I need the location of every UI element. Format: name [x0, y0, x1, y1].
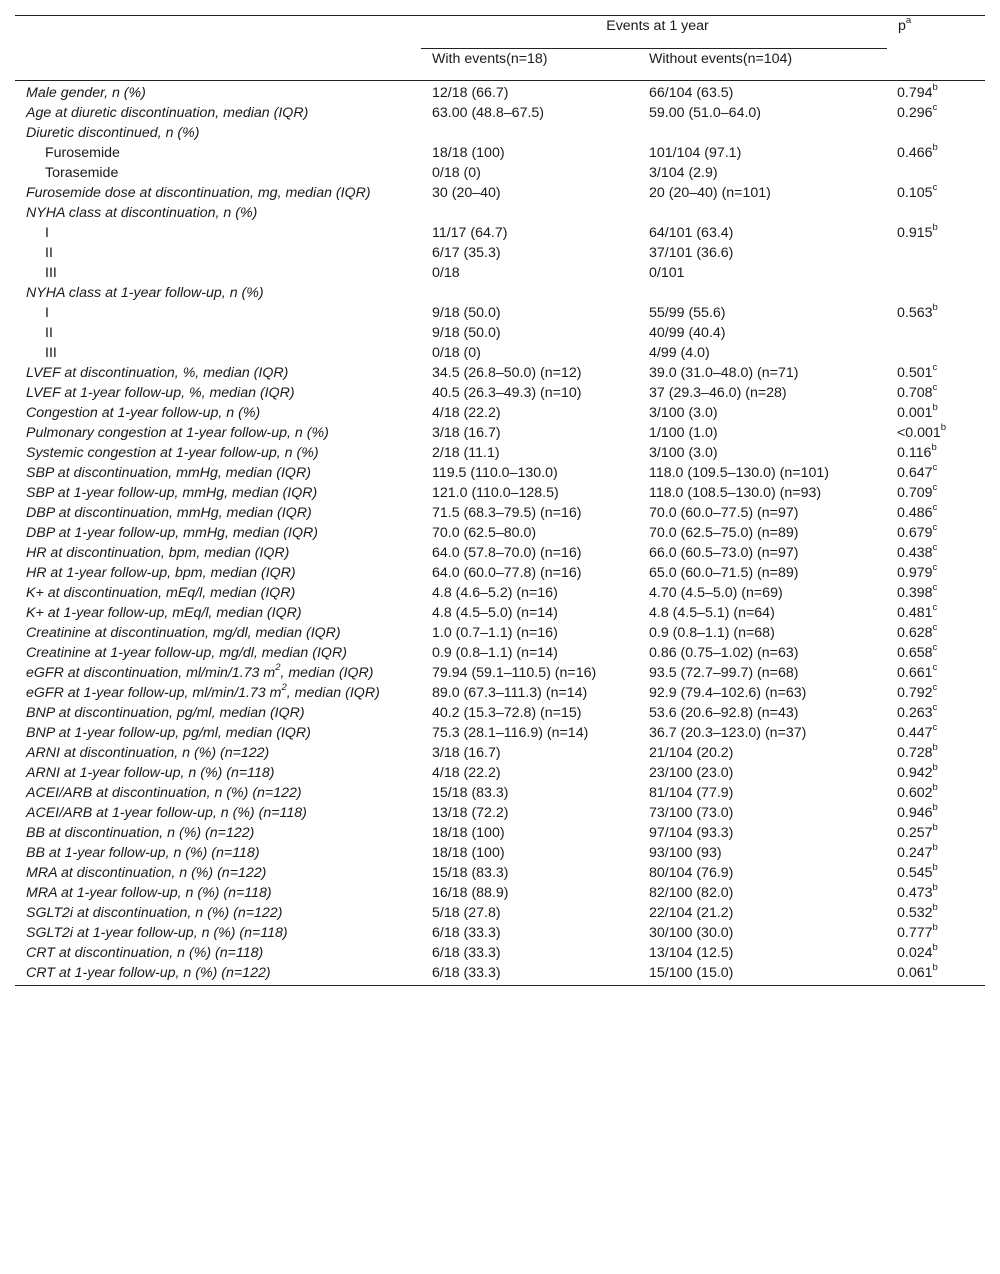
with-events-cell: 6/18 (33.3) — [432, 925, 501, 941]
row-label: ACEI/ARB at discontinuation, n (%) (n=122) — [26, 785, 302, 801]
without-events-cell: 97/104 (93.3) — [649, 825, 734, 841]
p-value-cell: 0.247$^b$ — [897, 842, 938, 861]
table-row — [15, 743, 985, 763]
row-label: Age at diuretic discontinuation, median (IQR) — [26, 105, 309, 121]
without-events-header: Without events(n=104) — [649, 51, 793, 67]
without-events-cell: 4.70 (4.5–5.0) (n=69) — [649, 585, 783, 601]
with-events-cell: 3/18 (16.7) — [432, 745, 501, 761]
without-events-cell: 82/100 (82.0) — [649, 885, 734, 901]
row-label: eGFR at discontinuation, ml/min/1.73 $m^2$, median (IQR) — [26, 662, 374, 681]
p-value-cell — [887, 243, 985, 263]
p-value-cell: 0.466$^b$ — [897, 142, 938, 161]
table-row — [15, 943, 985, 963]
with-events-cell: 1.0 (0.7–1.1) (n=16) — [432, 625, 558, 641]
p-value-cell: 0.708$^c$ — [897, 382, 938, 401]
row-label: Creatinine at discontinuation, mg/dl, median (IQR) — [26, 625, 341, 641]
table-row — [15, 123, 985, 143]
table-row — [15, 683, 985, 703]
with-events-cell: 121.0 (110.0–128.5) — [432, 485, 559, 501]
without-events-cell: 93/100 (93) — [649, 845, 722, 861]
p-value-cell: 0.545$^b$ — [897, 862, 938, 881]
without-events-cell: 66/104 (63.5) — [649, 85, 734, 101]
with-events-cell: 0/18 — [432, 265, 460, 281]
row-label: CRT at 1-year follow-up, n (%) (n=122) — [26, 965, 271, 981]
with-events-cell: 30 (20–40) — [432, 185, 501, 201]
with-events-cell: 18/18 (100) — [432, 825, 505, 841]
without-events-cell: 40/99 (40.4) — [649, 325, 726, 341]
p-value-cell: 0.438$^c$ — [897, 542, 938, 561]
table-row — [15, 423, 985, 443]
p-value-cell — [887, 323, 985, 343]
with-events-cell — [421, 203, 638, 223]
row-label: Furosemide — [45, 145, 120, 161]
with-events-cell: 4/18 (22.2) — [432, 405, 501, 421]
p-value-cell: 0.447$^c$ — [897, 722, 938, 741]
p-value-cell: 0.296$^c$ — [897, 102, 938, 121]
table-row — [15, 343, 985, 363]
p-value-cell: 0.647$^c$ — [897, 462, 938, 481]
without-events-cell — [638, 283, 887, 303]
without-events-cell: 65.0 (60.0–71.5) (n=89) — [649, 565, 799, 581]
with-events-cell: 63.00 (48.8–67.5) — [432, 105, 545, 121]
with-events-cell: 3/18 (16.7) — [432, 425, 501, 441]
table-row — [15, 363, 985, 383]
with-events-cell: 2/18 (11.1) — [432, 445, 500, 461]
row-label: Creatinine at 1-year follow-up, mg/dl, median (IQR) — [26, 645, 347, 661]
table-row — [15, 563, 985, 583]
table-row — [15, 383, 985, 403]
with-events-cell: 79.94 (59.1–110.5) (n=16) — [432, 665, 597, 681]
table-row — [15, 303, 985, 323]
p-value-cell: 0.628$^c$ — [897, 622, 938, 641]
p-value-cell: 0.024$^b$ — [897, 942, 938, 961]
with-events-cell: 5/18 (27.8) — [432, 905, 501, 921]
table-row — [15, 963, 985, 983]
table-row — [15, 923, 985, 943]
row-label: ARNI at discontinuation, n (%) (n=122) — [26, 745, 270, 761]
row-label: NYHA class at 1-year follow-up, n (%) — [26, 285, 264, 301]
with-events-cell: 11/17 (64.7) — [432, 225, 508, 241]
table-row — [15, 523, 985, 543]
table-row — [15, 143, 985, 163]
table-row — [15, 403, 985, 423]
p-value-cell: 0.001$^b$ — [897, 402, 938, 421]
without-events-cell: 30/100 (30.0) — [649, 925, 734, 941]
with-events-cell: 89.0 (67.3–111.3) (n=14) — [432, 685, 588, 701]
with-events-header: With events(n=18) — [432, 51, 548, 67]
table-row — [15, 583, 985, 603]
table-row — [15, 803, 985, 823]
with-events-cell: 119.5 (110.0–130.0) — [432, 465, 558, 481]
table-row — [15, 723, 985, 743]
row-label: HR at 1-year follow-up, bpm, median (IQR) — [26, 565, 296, 581]
p-value-cell: 0.658$^c$ — [897, 642, 938, 661]
table-row — [15, 223, 985, 243]
results-table — [15, 15, 985, 986]
with-events-cell: 4.8 (4.6–5.2) (n=16) — [432, 585, 558, 601]
p-value-cell: 0.061$^b$ — [897, 962, 938, 981]
without-events-cell — [638, 123, 887, 143]
table-row — [15, 623, 985, 643]
row-label: eGFR at 1-year follow-up, ml/min/1.73 $m^2$, median (IQR) — [26, 682, 380, 701]
row-label: MRA at 1-year follow-up, n (%) (n=118) — [26, 885, 272, 901]
p-value-cell: 0.105$^c$ — [897, 182, 938, 201]
p-value-cell: 0.661$^c$ — [897, 662, 938, 681]
header-empty-cell — [15, 49, 421, 81]
with-events-cell: 75.3 (28.1–116.9) (n=14) — [432, 725, 589, 741]
without-events-cell: 70.0 (62.5–75.0) (n=89) — [649, 525, 799, 541]
table-row — [15, 783, 985, 803]
without-events-cell: 101/104 (97.1) — [649, 145, 742, 161]
with-events-cell: 6/18 (33.3) — [432, 945, 501, 961]
p-value-cell: 0.257$^b$ — [897, 822, 938, 841]
row-label: ACEI/ARB at 1-year follow-up, n (%) (n=118) — [26, 805, 307, 821]
with-events-cell: 40.5 (26.3–49.3) (n=10) — [432, 385, 582, 401]
table-row — [15, 903, 985, 923]
p-value-cell: <0.001$^b$ — [897, 422, 947, 441]
table-row — [15, 543, 985, 563]
row-label: BB at 1-year follow-up, n (%) (n=118) — [26, 845, 260, 861]
row-label: MRA at discontinuation, n (%) (n=122) — [26, 865, 267, 881]
row-label: BNP at discontinuation, pg/ml, median (IQR) — [26, 705, 305, 721]
table-row — [15, 183, 985, 203]
without-events-cell: 1/100 (1.0) — [649, 425, 718, 441]
without-events-cell — [638, 203, 887, 223]
with-events-cell: 18/18 (100) — [432, 845, 505, 861]
with-events-cell: 34.5 (26.8–50.0) (n=12) — [432, 365, 582, 381]
without-events-cell: 92.9 (79.4–102.6) (n=63) — [649, 685, 807, 701]
row-label: Diuretic discontinued, n (%) — [26, 125, 200, 141]
p-value-cell: 0.116$^b$ — [897, 442, 937, 461]
with-events-cell: 15/18 (83.3) — [432, 785, 509, 801]
p-value-cell: 0.709$^c$ — [897, 482, 938, 501]
without-events-cell: 39.0 (31.0–48.0) (n=71) — [649, 365, 799, 381]
with-events-cell — [421, 123, 638, 143]
p-value-cell: 0.398$^c$ — [897, 582, 938, 601]
table-row — [15, 243, 985, 263]
row-label: HR at discontinuation, bpm, median (IQR) — [26, 545, 290, 561]
with-events-cell: 4.8 (4.5–5.0) (n=14) — [432, 605, 558, 621]
without-events-cell: 21/104 (20.2) — [649, 745, 734, 761]
p-value-cell: 0.792$^c$ — [897, 682, 938, 701]
without-events-cell: 53.6 (20.6–92.8) (n=43) — [649, 705, 799, 721]
row-label: BB at discontinuation, n (%) (n=122) — [26, 825, 255, 841]
without-events-cell: 37/101 (36.6) — [649, 245, 734, 261]
with-events-cell: 16/18 (88.9) — [432, 885, 509, 901]
p-value-cell — [887, 203, 985, 223]
table-row — [15, 483, 985, 503]
with-events-cell: 12/18 (66.7) — [432, 85, 509, 101]
with-events-cell: 15/18 (83.3) — [432, 865, 509, 881]
row-label: II — [45, 245, 53, 261]
without-events-cell: 23/100 (23.0) — [649, 765, 734, 781]
p-value-cell — [887, 343, 985, 363]
row-label: DBP at discontinuation, mmHg, median (IQR) — [26, 505, 312, 521]
row-label: Furosemide dose at discontinuation, mg, median (IQR) — [26, 185, 371, 201]
without-events-cell: 81/104 (77.9) — [649, 785, 734, 801]
without-events-cell: 3/100 (3.0) — [649, 405, 718, 421]
without-events-cell: 64/101 (63.4) — [649, 225, 734, 241]
row-label: LVEF at discontinuation, %, median (IQR) — [26, 365, 289, 381]
table-body — [15, 81, 985, 986]
without-events-cell: 80/104 (76.9) — [649, 865, 734, 881]
p-value-cell — [887, 163, 985, 183]
p-value-cell: 0.777$^b$ — [897, 922, 938, 941]
p-value-cell: 0.563$^b$ — [897, 302, 938, 321]
with-events-cell: 71.5 (68.3–79.5) (n=16) — [432, 505, 582, 521]
table-row — [15, 83, 985, 103]
with-events-cell: 64.0 (60.0–77.8) (n=16) — [432, 565, 582, 581]
without-events-cell: 0.86 (0.75–1.02) (n=63) — [649, 645, 799, 661]
table-row — [15, 463, 985, 483]
row-label: SBP at 1-year follow-up, mmHg, median (IQR) — [26, 485, 318, 501]
p-value-cell: 0.473$^b$ — [897, 882, 938, 901]
p-value-cell: 0.602$^b$ — [897, 782, 938, 801]
without-events-cell: 55/99 (55.6) — [649, 305, 726, 321]
with-events-cell: 18/18 (100) — [432, 145, 505, 161]
row-label: SGLT2i at discontinuation, n (%) (n=122) — [26, 905, 283, 921]
header-empty-cell — [887, 49, 985, 81]
row-label: I — [45, 305, 49, 321]
p-value-cell: 0.915$^b$ — [897, 222, 938, 241]
p-value-cell: 0.979$^c$ — [897, 562, 938, 581]
table-row — [15, 703, 985, 723]
without-events-cell: 66.0 (60.5–73.0) (n=97) — [649, 545, 799, 561]
without-events-cell: 4/99 (4.0) — [649, 345, 710, 361]
p-value-cell — [887, 263, 985, 283]
with-events-cell: 6/18 (33.3) — [432, 965, 501, 981]
row-label: Systemic congestion at 1-year follow-up, n (%) — [26, 445, 319, 461]
row-label: BNP at 1-year follow-up, pg/ml, median (IQR) — [26, 725, 311, 741]
table-row — [15, 503, 985, 523]
table-row — [15, 863, 985, 883]
p-value-cell: 0.946$^b$ — [897, 802, 938, 821]
row-label: SGLT2i at 1-year follow-up, n (%) (n=118) — [26, 925, 288, 941]
p-value-cell: 0.728$^b$ — [897, 742, 938, 761]
without-events-cell: 13/104 (12.5) — [649, 945, 734, 961]
row-label: Male gender, n (%) — [26, 85, 146, 101]
table-row — [15, 643, 985, 663]
table-row — [15, 203, 985, 223]
events-group-header: Events at 1 year — [421, 16, 887, 49]
without-events-cell: 3/100 (3.0) — [649, 445, 718, 461]
without-events-cell: 36.7 (20.3–123.0) (n=37) — [649, 725, 807, 741]
without-events-cell: 15/100 (15.0) — [649, 965, 734, 981]
p-value-header: $p^a$ — [898, 15, 912, 34]
row-label: K+ at 1-year follow-up, mEq/l, median (IQR) — [26, 605, 302, 621]
row-label: Pulmonary congestion at 1-year follow-up, n (%) — [26, 425, 329, 441]
without-events-cell: 59.00 (51.0–64.0) — [649, 105, 762, 121]
with-events-cell — [421, 283, 638, 303]
without-events-cell: 70.0 (60.0–77.5) (n=97) — [649, 505, 799, 521]
p-value-cell: 0.481$^c$ — [897, 602, 938, 621]
table-row — [15, 823, 985, 843]
row-label: Torasemide — [45, 165, 119, 181]
with-events-cell: 6/17 (35.3) — [432, 245, 501, 261]
without-events-cell: 22/104 (21.2) — [649, 905, 734, 921]
row-label: LVEF at 1-year follow-up, %, median (IQR) — [26, 385, 295, 401]
row-label: III — [45, 345, 57, 361]
p-value-cell: 0.532$^b$ — [897, 902, 938, 921]
table-row — [15, 443, 985, 463]
header-row-group — [15, 16, 985, 49]
table-row — [15, 283, 985, 303]
row-label: II — [45, 325, 53, 341]
without-events-cell: 0.9 (0.8–1.1) (n=68) — [649, 625, 775, 641]
p-value-cell: 0.486$^c$ — [897, 502, 938, 521]
with-events-cell: 9/18 (50.0) — [432, 325, 501, 341]
with-events-cell: 0/18 (0) — [432, 165, 481, 181]
with-events-cell: 40.2 (15.3–72.8) (n=15) — [432, 705, 582, 721]
with-events-cell: 0.9 (0.8–1.1) (n=14) — [432, 645, 558, 661]
row-label: K+ at discontinuation, mEq/l, median (IQR) — [26, 585, 296, 601]
row-label: DBP at 1-year follow-up, mmHg, median (IQR) — [26, 525, 318, 541]
p-value-cell: 0.263$^c$ — [897, 702, 938, 721]
table-row — [15, 883, 985, 903]
row-label: III — [45, 265, 57, 281]
row-label: CRT at discontinuation, n (%) (n=118) — [26, 945, 264, 961]
p-value-cell: 0.794$^b$ — [897, 82, 938, 101]
with-events-cell: 0/18 (0) — [432, 345, 481, 361]
without-events-cell: 118.0 (109.5–130.0) (n=101) — [649, 465, 829, 481]
with-events-cell: 70.0 (62.5–80.0) — [432, 525, 537, 541]
p-value-cell — [887, 123, 985, 143]
table-row — [15, 263, 985, 283]
with-events-cell: 64.0 (57.8–70.0) (n=16) — [432, 545, 582, 561]
header-empty-cell — [15, 16, 421, 49]
row-label: I — [45, 225, 49, 241]
table-row — [15, 163, 985, 183]
without-events-cell: 37 (29.3–46.0) (n=28) — [649, 385, 787, 401]
p-value-cell — [887, 283, 985, 303]
table-row — [15, 763, 985, 783]
with-events-cell: 9/18 (50.0) — [432, 305, 501, 321]
with-events-cell: 13/18 (72.2) — [432, 805, 509, 821]
table-row — [15, 603, 985, 623]
without-events-cell: 118.0 (108.5–130.0) (n=93) — [649, 485, 822, 501]
table-row — [15, 323, 985, 343]
with-events-cell: 4/18 (22.2) — [432, 765, 501, 781]
without-events-cell: 0/101 — [649, 265, 685, 281]
table-row — [15, 103, 985, 123]
table-row — [15, 663, 985, 683]
table-row — [15, 843, 985, 863]
row-label: SBP at discontinuation, mmHg, median (IQR) — [26, 465, 311, 481]
without-events-cell: 3/104 (2.9) — [649, 165, 718, 181]
p-value-cell: 0.942$^b$ — [897, 762, 938, 781]
header-row-columns — [15, 49, 985, 81]
without-events-cell: 93.5 (72.7–99.7) (n=68) — [649, 665, 799, 681]
without-events-cell: 73/100 (73.0) — [649, 805, 734, 821]
p-value-cell: 0.501$^c$ — [897, 362, 938, 381]
row-label: Congestion at 1-year follow-up, n (%) — [26, 405, 261, 421]
without-events-cell: 20 (20–40) (n=101) — [649, 185, 771, 201]
row-label: NYHA class at discontinuation, n (%) — [26, 205, 258, 221]
p-value-cell: 0.679$^c$ — [897, 522, 938, 541]
without-events-cell: 4.8 (4.5–5.1) (n=64) — [649, 605, 775, 621]
row-label: ARNI at 1-year follow-up, n (%) (n=118) — [26, 765, 275, 781]
